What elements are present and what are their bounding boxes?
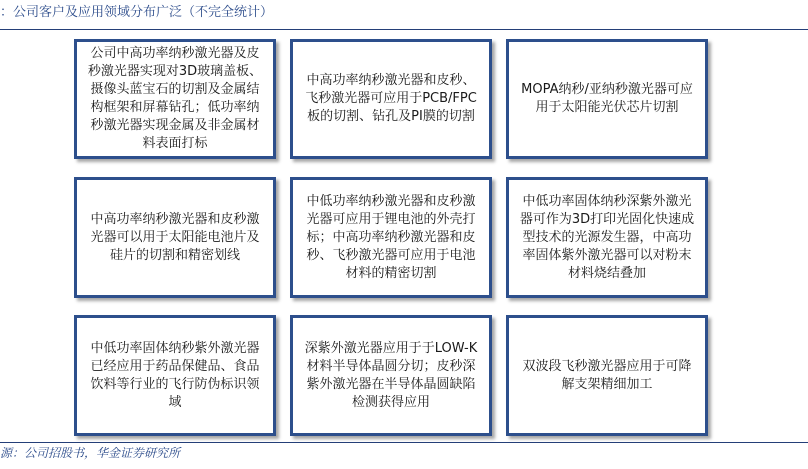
application-card — [506, 39, 708, 159]
source-note: 源：公司招股书，华金证券研究所 — [0, 446, 181, 460]
application-card-text: 深紫外激光器应用于于LOW-K材料半导体晶圆分切；皮秒深紫外激光器在半导体晶圆缺陷检测获得应用 — [304, 340, 478, 410]
application-card — [506, 315, 708, 436]
application-card — [74, 177, 276, 298]
application-card — [290, 315, 492, 436]
application-card-text: 中低功率固体纳秒紫外激光器已经应用于药品保健品、食品饮料等行业的飞行防伪标识领域 — [90, 340, 260, 410]
application-card-text: 中低功率固体纳秒深紫外激光器可作为3D打印光固化快速成型技术的光源发生器，中高功率固体紫外激光器可以对粉末材料烧结叠加 — [519, 193, 695, 281]
application-card — [290, 177, 492, 298]
application-card-text: 双波段飞秒激光器应用于可降解支架精细加工 — [522, 358, 692, 392]
application-card-text: 中低功率纳秒激光器和皮秒激光器可应用于锂电池的外壳打标；中高功率纳秒激光器和皮秒、飞秒激光器可应用于电池材料的精密切割 — [306, 193, 476, 281]
application-card-text: 中高功率纳秒激光器和皮秒、飞秒激光器可应用于PCB/FPC板的切割、钻孔及PI膜的切割 — [305, 73, 477, 124]
application-card — [290, 39, 492, 159]
title-divider — [0, 29, 808, 30]
application-card — [506, 177, 708, 298]
application-card-text: 中高功率纳秒激光器和皮秒激光器可以用于太阳能电池片及硅片的切割和精密划线 — [90, 211, 260, 263]
footer-divider — [0, 442, 808, 443]
application-grid — [74, 39, 782, 438]
application-card-text: MOPA纳秒/亚纳秒激光器可应用于太阳能光伏芯片切割 — [521, 82, 693, 115]
application-card-text: 公司中高功率纳秒激光器及皮秒激光器实现对3D玻璃盖板、摄像头蓝宝石的切割及金属结构框架和屏幕钻孔；低功率纳秒激光器实现金属及非金属材料表面打标 — [87, 46, 263, 151]
application-card — [74, 39, 276, 159]
page-title: ：公司客户及应用领域分布广泛（不完全统计） — [0, 5, 274, 20]
application-card — [74, 315, 276, 436]
